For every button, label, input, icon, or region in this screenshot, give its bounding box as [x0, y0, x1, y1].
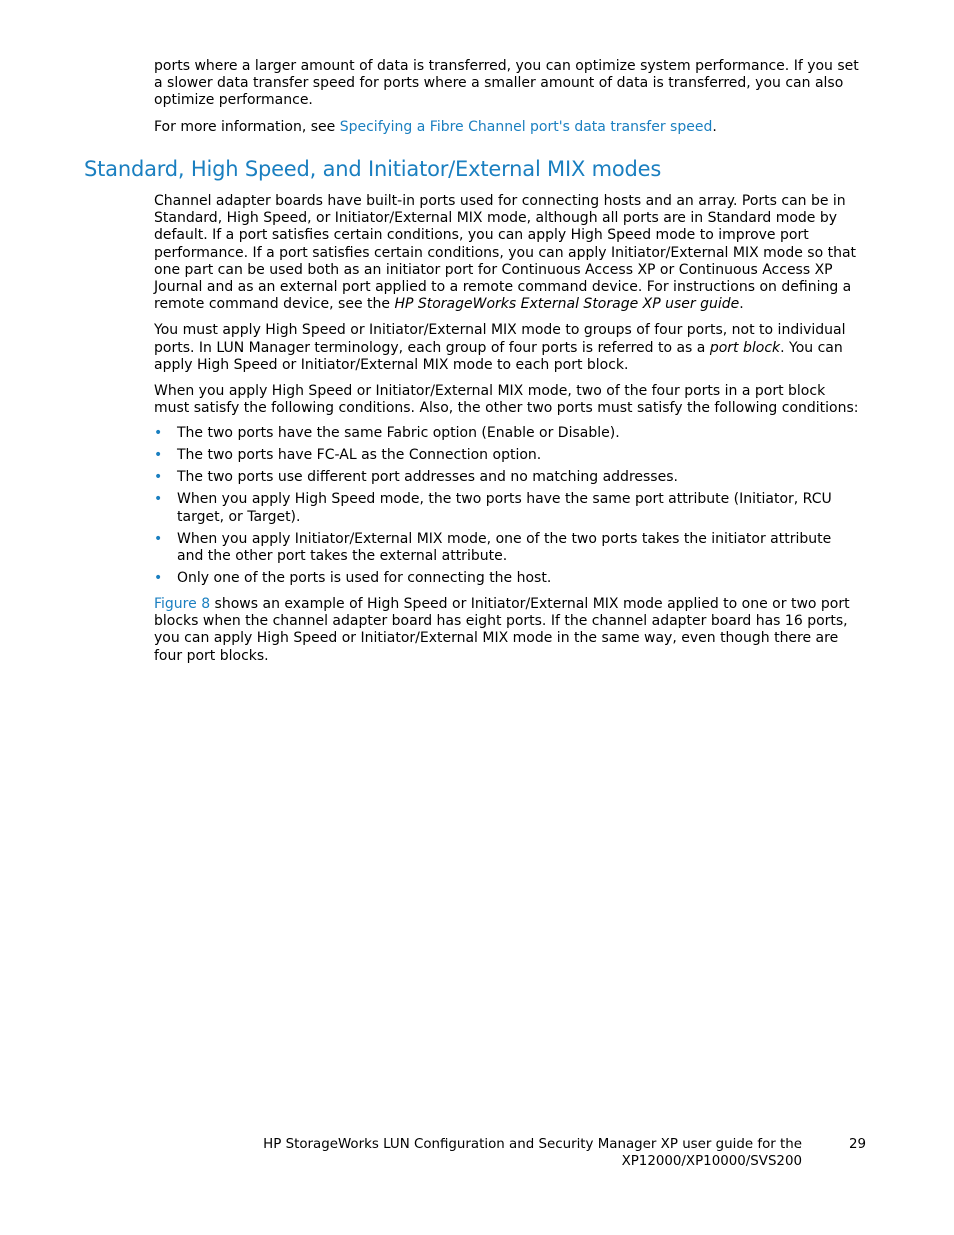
- intro-paragraph: ports where a larger amount of data is transferred, you can optimize system performance. If you set a slower data transfer speed for ports where a smaller amount of data is transferred, you can also optimize performance.: [154, 58, 859, 109]
- more-info-suffix: .: [712, 118, 717, 135]
- bullet-icon: •: [154, 425, 163, 442]
- intro-block: [154, 58, 862, 136]
- section-paragraph-3: When you apply High Speed or Initiator/External MIX mode, two of the four ports in a port block must satisfy the following conditions. Also, the other two ports must satisfy the following conditions:: [154, 383, 859, 417]
- figure-8-link[interactable]: Figure 8: [154, 596, 211, 613]
- port-block-term: port block: [709, 339, 781, 356]
- list-item-text: The two ports have the same Fabric option (Enable or Disable).: [177, 425, 620, 442]
- p2-text-b: . You can apply High Speed or Initiator/External MIX mode to each port block.: [154, 339, 843, 373]
- section-paragraph-4: [154, 596, 862, 665]
- more-info-prefix: For more information, see: [154, 118, 340, 135]
- bullet-icon: •: [154, 447, 163, 464]
- list-item: [154, 447, 862, 464]
- list-item: [154, 531, 862, 565]
- bullet-icon: •: [154, 569, 163, 586]
- section-paragraph-1: [154, 193, 862, 313]
- section-paragraph-2: [154, 322, 862, 374]
- footer-title-line-1: HP StorageWorks LUN Configuration and Security Manager XP user guide for the: [263, 1137, 802, 1152]
- p1-text-a: Channel adapter boards have built-in ports used for connecting hosts and an array. Ports can be in Standard, High Speed, or Initiator/External MIX mode, although all ports are in Standard mode by default. If a port satisfies certain conditions, you can apply High Speed mode to improve port performance. If a port satisfies certain conditions, you can apply Initiator/External MIX mode so that one part can be used both as an initiator port for Continuous Access XP or Continuous Access XP Journal and as an external port applied to a remote command device. For instructions on defining a remote command device, see the: [154, 193, 857, 313]
- list-item: [154, 570, 862, 587]
- p1-text-b: .: [739, 296, 744, 313]
- section-body: [154, 193, 862, 674]
- list-item: [154, 491, 862, 525]
- page-footer: [250, 1136, 802, 1170]
- list-item-text: The two ports have FC-AL as the Connection option.: [177, 447, 542, 464]
- list-item-text: When you apply Initiator/External MIX mode, one of the two ports takes the initiator attribute and the other port takes the external attribute.: [177, 530, 832, 564]
- bullet-icon: •: [154, 469, 163, 486]
- external-storage-guide-title: HP StorageWorks External Storage XP user guide: [394, 296, 740, 313]
- footer-title-line-2: XP12000/XP10000/SVS200: [621, 1154, 802, 1169]
- list-item-text: Only one of the ports is used for connecting the host.: [177, 569, 552, 586]
- p2-text-a: You must apply High Speed or Initiator/External MIX mode to groups of four ports, not to individual ports. In LUN Manager terminology, each group of four ports is referred to as a: [154, 322, 846, 356]
- list-item: [154, 469, 862, 486]
- page-number: 29: [848, 1137, 866, 1152]
- bullet-icon: •: [154, 530, 163, 547]
- more-info-paragraph: [154, 119, 862, 136]
- list-item: [154, 425, 862, 442]
- conditions-list: [154, 425, 862, 587]
- list-item-text: When you apply High Speed mode, the two ports have the same port attribute (Initiator, RCU target, or Target).: [177, 491, 832, 525]
- p4-text: shows an example of High Speed or Initiator/External MIX mode applied to one or two port blocks when the channel adapter board has eight ports. If the channel adapter board has 16 ports, you can apply High Speed or Initiator/External MIX mode in the same way, even though there are four port blocks.: [154, 596, 850, 664]
- data-transfer-speed-link[interactable]: Specifying a Fibre Channel port's data transfer speed: [339, 118, 713, 135]
- bullet-icon: •: [154, 491, 163, 508]
- list-item-text: The two ports use different port addresses and no matching addresses.: [177, 469, 678, 486]
- section-heading: Standard, High Speed, and Initiator/External MIX modes: [84, 157, 662, 181]
